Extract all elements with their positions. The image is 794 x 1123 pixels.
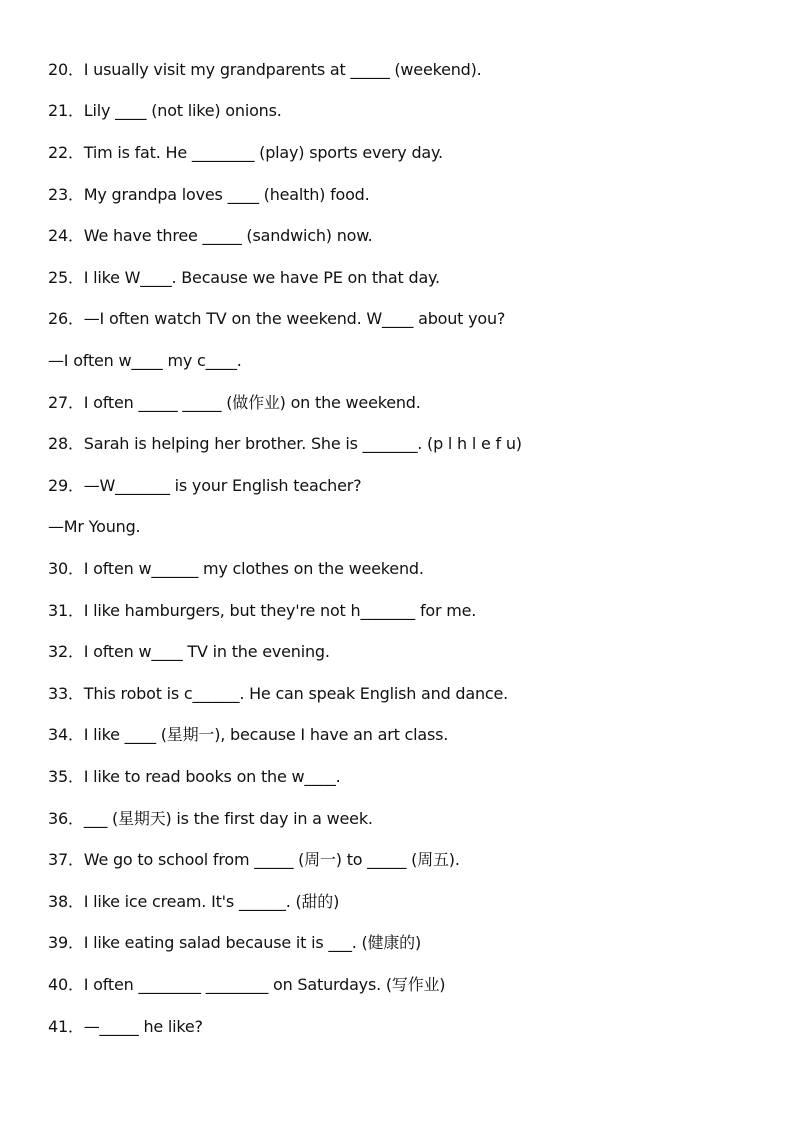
question-25: 25．I like W____. Because we have PE on that day. <box>48 268 440 287</box>
question-36: 36．___ (星期天) is the first day in a week. <box>48 809 373 828</box>
question-32: 32．I often w____ TV in the evening. <box>48 642 330 661</box>
question-27: 27．I often _____ _____ (做作业) on the weekend. <box>48 393 421 412</box>
question-29-reply: —Mr Young. <box>48 517 141 536</box>
question-39: 39．I like eating salad because it is ___. (健康的) <box>48 933 421 952</box>
question-29: 29．—W_______ is your English teacher? <box>48 476 362 495</box>
question-41: 41．—_____ he like? <box>48 1017 203 1036</box>
question-22: 22．Tim is fat. He ________ (play) sports every day. <box>48 143 443 162</box>
question-24: 24．We have three _____ (sandwich) now. <box>48 226 373 245</box>
question-37: 37．We go to school from _____ (周一) to _____ (周五). <box>48 850 460 869</box>
question-21: 21．Lily ____ (not like) onions. <box>48 101 282 120</box>
question-34: 34．I like ____ (星期一), because I have an art class. <box>48 725 449 744</box>
question-33: 33．This robot is c______. He can speak English and dance. <box>48 684 509 703</box>
question-28: 28．Sarah is helping her brother. She is _______. (p l h l e f u) <box>48 434 522 453</box>
question-26-reply: —I often w____ my c____. <box>48 351 242 370</box>
question-23: 23．My grandpa loves ____ (health) food. <box>48 185 370 204</box>
question-40: 40．I often ________ ________ on Saturdays. (写作业) <box>48 975 446 994</box>
question-38: 38．I like ice cream. It's ______. (甜的) <box>48 892 340 911</box>
question-31: 31．I like hamburgers, but they're not h_______ for me. <box>48 601 477 620</box>
question-30: 30．I often w______ my clothes on the weekend. <box>48 559 424 578</box>
question-26: 26．—I often watch TV on the weekend. W____ about you? <box>48 309 506 328</box>
question-35: 35．I like to read books on the w____. <box>48 767 341 786</box>
question-20: 20．I usually visit my grandparents at _____ (weekend). <box>48 60 482 79</box>
